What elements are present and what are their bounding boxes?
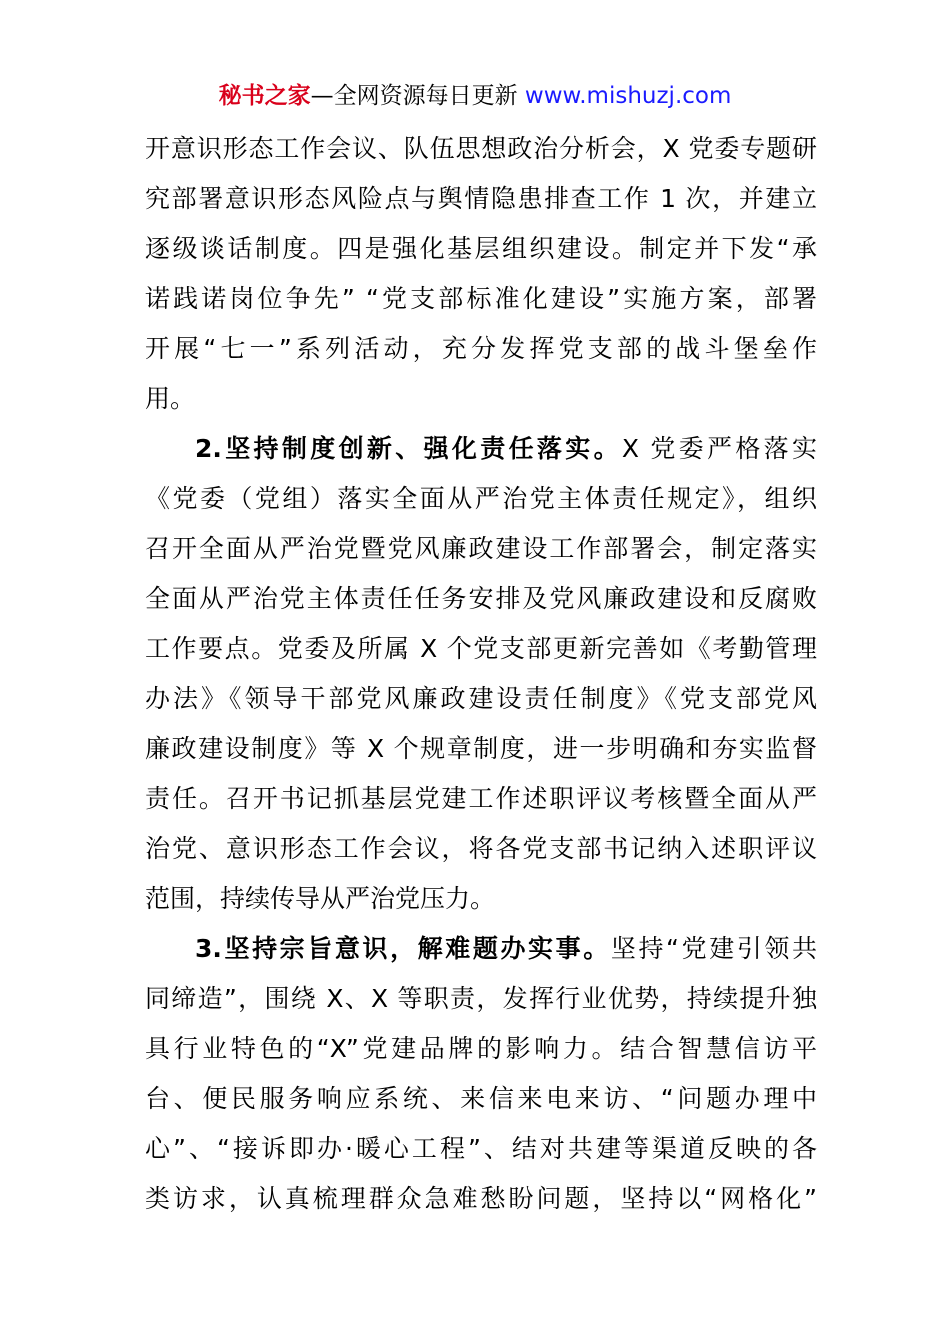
section-heading-3: 3.坚持宗旨意识，解难题办实事。 — [195, 934, 611, 963]
text-line: 具行业特色的“X”党建品牌的影响力。结合智慧信访平 — [145, 1034, 817, 1063]
document-body — [145, 124, 817, 1224]
text-line: 同缔造”，围绕 X、X 等职责，发挥行业优势，持续提升独 — [145, 984, 817, 1013]
text-line: 召开全面从严治党暨党风廉政建设工作部署会，制定落实 — [145, 534, 817, 563]
text-line: 范围，持续传导从严治党压力。 — [145, 884, 496, 913]
text-line: 开意识形态工作会议、队伍思想政治分析会，X 党委专题研 — [145, 134, 817, 163]
text-line: 用。 — [145, 384, 196, 413]
text-line: 廉政建设制度》等 X 个规章制度，进一步明确和夯实监督 — [145, 734, 817, 763]
text-line: 类访求，认真梳理群众急难愁盼问题，坚持以“网格化” — [145, 1184, 817, 1213]
header-brand: 秘书之家 — [218, 83, 311, 109]
header-tagline: —全网资源每日更新 — [310, 83, 518, 109]
text-line: 台、便民服务响应系统、来信来电来访、“问题办理中 — [145, 1084, 817, 1113]
text-line: 全面从严治党主体责任任务安排及党风廉政建设和反腐败 — [145, 584, 817, 613]
text-line: 《党委（党组）落实全面从严治党主体责任规定》，组织 — [145, 484, 817, 513]
text-line: 究部署意识形态风险点与舆情隐患排查工作 1 次，并建立 — [145, 184, 817, 213]
text-run: X 党委严格落实 — [621, 434, 817, 463]
header-site-link[interactable]: www.mishuzj.com — [524, 83, 732, 109]
text-line: 心”、“接诉即办·暖心工程”、结对共建等渠道反映的各 — [145, 1134, 817, 1163]
text-line: 办法》《领导干部党风廉政建设责任制度》《党支部党风 — [145, 684, 817, 713]
text-line: 责任。召开书记抓基层党建工作述职评议考核暨全面从严 — [145, 784, 817, 813]
text-line: 逐级谈话制度。四是强化基层组织建设。制定并下发“承 — [145, 234, 817, 263]
text-line: 治党、意识形态工作会议，将各党支部书记纳入述职评议 — [145, 834, 817, 863]
section-heading-2: 2.坚持制度创新、强化责任落实。 — [195, 434, 622, 463]
text-run: 坚持“党建引领共 — [610, 934, 817, 963]
text-line: 诺践诺岗位争先” “党支部标准化建设”实施方案，部署 — [145, 284, 817, 313]
paragraph-2-first-line — [145, 424, 817, 474]
text-line: 工作要点。党委及所属 X 个党支部更新完善如《考勤管理 — [145, 634, 817, 663]
paragraph-3-first-line — [145, 924, 817, 974]
page-header — [0, 80, 950, 112]
text-line: 开展“七一”系列活动，充分发挥党支部的战斗堡垒作 — [145, 334, 817, 363]
